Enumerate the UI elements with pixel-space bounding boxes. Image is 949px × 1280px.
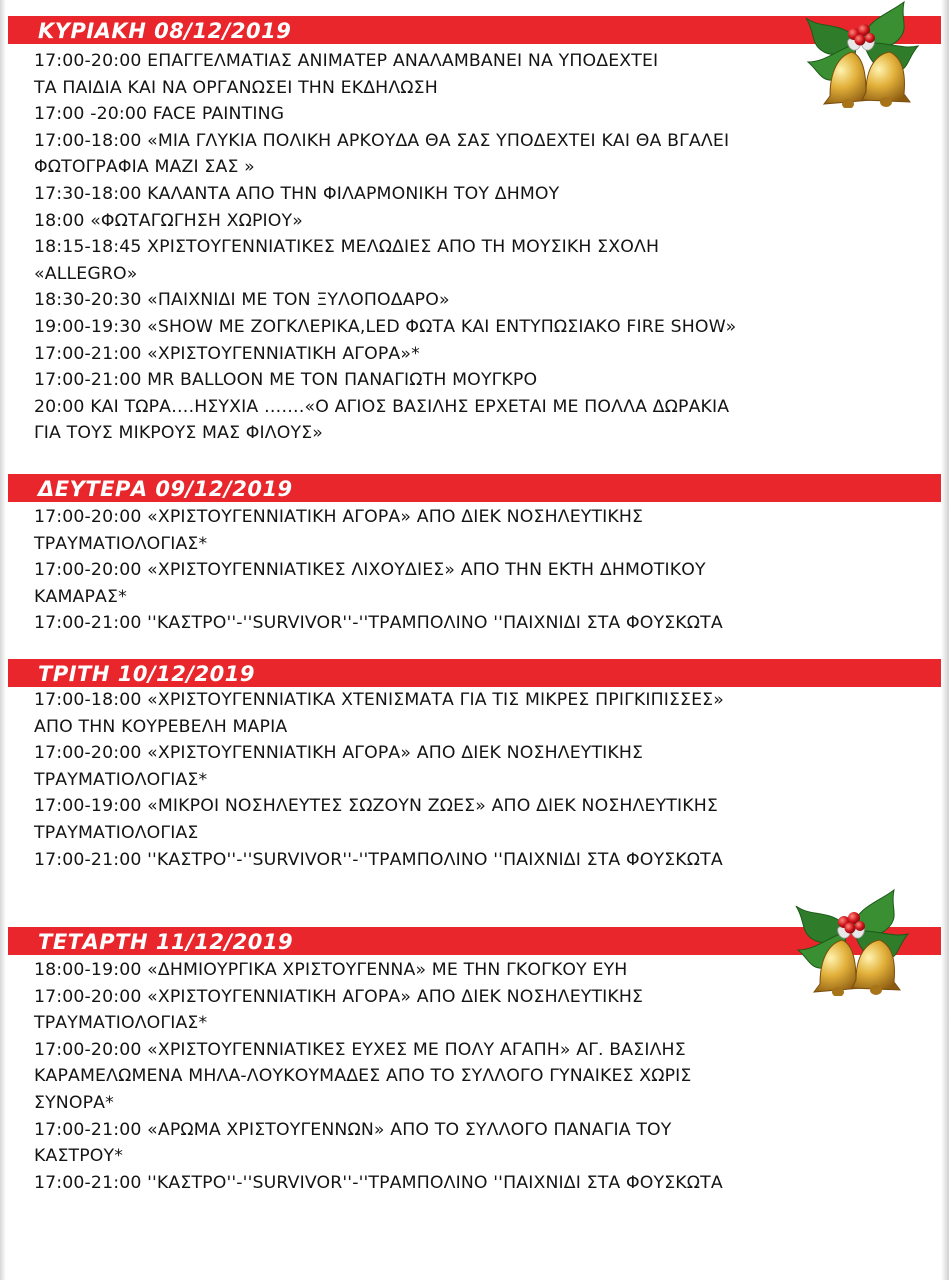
event-line: ΤΡΑΥΜΑΤΙΟΛΟΓΙΑΣ* [34, 1013, 208, 1034]
event-line: 17:00-20:00 «ΧΡΙΣΤΟΥΓΕΝΝΙΑΤΙΚΗ ΑΓΟΡΑ» ΑΠΟ ΔΙΕΚ ΝΟΣΗΛΕΥΤΙΚΗΣ [34, 986, 644, 1007]
event-line: ΓΙΑ ΤΟΥΣ ΜΙΚΡΟΥΣ ΜΑΣ ΦΙΛΟΥΣ» [34, 423, 324, 444]
day-title: ΤΕΤΑΡΤΗ 11/12/2019 [38, 930, 294, 954]
event-list [34, 504, 914, 637]
event-line: ΣΥΝΟΡΑ* [34, 1092, 114, 1113]
event-line: 17:00-21:00 ''ΚΑΣΤΡΟ''-''SURVIVOR''-''ΤΡΑΜΠΟΛΙΝΟ ''ΠΑΙΧΝΙΔΙ ΣΤΑ ΦΟΥΣΚΩΤΑ [34, 613, 723, 634]
day-title: ΚΥΡΙΑΚΗ 08/12/2019 [38, 19, 292, 43]
event-line: 18:15-18:45 ΧΡΙΣΤΟΥΓΕΝΝΙΑΤΙΚΕΣ ΜΕΛΩΔΙΕΣ ΑΠΟ ΤΗ ΜΟΥΣΙΚΗ ΣΧΟΛΗ [34, 237, 660, 258]
event-line: 17:00-20:00 «ΧΡΙΣΤΟΥΓΕΝΝΙΑΤΙΚΗ ΑΓΟΡΑ» ΑΠΟ ΔΙΕΚ ΝΟΣΗΛΕΥΤΙΚΗΣ [34, 743, 644, 764]
event-line: ΦΩΤΟΓΡΑΦΙΑ ΜΑΖΙ ΣΑΣ » [34, 157, 255, 178]
event-line: ΤΡΑΥΜΑΤΙΟΛΟΓΙΑΣ* [34, 769, 208, 790]
event-list [34, 687, 914, 873]
event-line: 17:00-18:00 «ΧΡΙΣΤΟΥΓΕΝΝΙΑΤΙΚΑ ΧΤΕΝΙΣΜΑΤΑ ΓΙΑ ΤΙΣ ΜΙΚΡΕΣ ΠΡΙΓΚΙΠΙΣΣΕΣ» [34, 690, 724, 710]
event-line: 17:00-21:00 «ΧΡΙΣΤΟΥΓΕΝΝΙΑΤΙΚΗ ΑΓΟΡΑ»* [34, 343, 420, 364]
page-edge-left [0, 0, 6, 1280]
event-line: 17:00-21:00 «ΑΡΩΜΑ ΧΡΙΣΤΟΥΓΕΝΝΩΝ» ΑΠΟ ΤΟ ΣΥΛΛΟΓΟ ΠΑΝΑΓΙΑ ΤΟΥ [34, 1119, 672, 1140]
event-line: 17:00-19:00 «ΜΙΚΡΟΙ ΝΟΣΗΛΕΥΤΕΣ ΣΩΖΟΥΝ ΖΩΕΣ» ΑΠΟ ΔΙΕΚ ΝΟΣΗΛΕΥΤΙΚΗΣ [34, 796, 718, 817]
event-line: ΑΠΟ ΤΗΝ ΚΟΥΡΕΒΕΛΗ ΜΑΡΙΑ [34, 716, 288, 737]
event-line: 17:00-21:00 ''ΚΑΣΤΡΟ''-''SURVIVOR''-''ΤΡΑΜΠΟΛΙΝΟ ''ΠΑΙΧΝΙΔΙ ΣΤΑ ΦΟΥΣΚΩΤΑ [34, 1172, 723, 1193]
event-line: 17:30-18:00 ΚΑΛΑΝΤΑ ΑΠΟ ΤΗΝ ΦΙΛΑΡΜΟΝΙΚΗ ΤΟΥ ΔΗΜΟΥ [34, 183, 560, 204]
day-header [8, 659, 941, 687]
event-list [34, 957, 914, 1196]
event-line: 17:00-20:00 «ΧΡΙΣΤΟΥΓΕΝΝΙΑΤΙΚΕΣ ΕΥΧΕΣ ΜΕ ΠΟΛΥ ΑΓΑΠΗ» ΑΓ. ΒΑΣΙΛΗΣ [34, 1039, 686, 1060]
day-header [8, 474, 941, 502]
christmas-bells-icon [790, 888, 910, 996]
event-line: 18:00 «ΦΩΤΑΓΩΓΗΣΗ ΧΩΡΙΟΥ» [34, 210, 303, 231]
event-line: ΚΑΜΑΡΑΣ* [34, 586, 127, 607]
event-list [34, 48, 914, 447]
event-line: «ALLEGRO» [34, 263, 138, 284]
event-line: 17:00 -20:00 FACE PAINTING [34, 104, 285, 125]
event-line: 20:00 ΚΑΙ ΤΩΡΑ….ΗΣΥΧΙΑ …….«Ο ΑΓΙΟΣ ΒΑΣΙΛΗΣ ΕΡΧΕΤΑΙ ΜΕ ΠΟΛΛΑ ΔΩΡΑΚΙΑ [34, 396, 730, 417]
event-line: 18:30-20:30 «ΠΑΙΧΝΙΔΙ ΜΕ ΤΟΝ ΞΥΛΟΠΟΔΑΡΟ» [34, 290, 450, 311]
day-title: ΔΕΥΤΕΡΑ 09/12/2019 [38, 477, 293, 501]
event-line: ΤΑ ΠΑΙΔΙΑ ΚΑΙ ΝΑ ΟΡΓΑΝΩΣΕΙ ΤΗΝ ΕΚΔΗΛΩΣΗ [34, 77, 438, 98]
event-line: ΤΡΑΥΜΑΤΙΟΛΟΓΙΑΣ [34, 822, 199, 843]
christmas-bells-icon [800, 0, 920, 108]
event-line: 17:00-18:00 «ΜΙΑ ΓΛΥΚΙΑ ΠΟΛΙΚΗ ΑΡΚΟΥΔΑ ΘΑ ΣΑΣ ΥΠΟΔΕΧΤΕΙ ΚΑΙ ΘΑ ΒΓΑΛΕΙ [34, 130, 730, 151]
event-line: ΚΑΣΤΡΟΥ* [34, 1146, 124, 1167]
event-line: 17:00-21:00 ''ΚΑΣΤΡΟ''-''SURVIVOR''-''ΤΡΑΜΠΟΛΙΝΟ ''ΠΑΙΧΝΙΔΙ ΣΤΑ ΦΟΥΣΚΩΤΑ [34, 849, 723, 870]
page-edge-right [941, 0, 949, 1280]
event-line: 17:00-20:00 «ΧΡΙΣΤΟΥΓΕΝΝΙΑΤΙΚΕΣ ΛΙΧΟΥΔΙΕΣ» ΑΠΟ ΤΗΝ ΕΚΤΗ ΔΗΜΟΤΙΚΟΥ [34, 560, 706, 581]
event-line: 17:00-20:00 ΕΠΑΓΓΕΛΜΑΤΙΑΣ ΑΝΙΜΑΤΕΡ ΑΝΑΛΑΜΒΑΝΕΙ ΝΑ ΥΠΟΔΕΧΤΕΙ [34, 51, 659, 71]
day-title: ΤΡΙΤΗ 10/12/2019 [38, 662, 255, 686]
event-line: 18:00-19:00 «ΔΗΜΙΟΥΡΓΙΚΑ ΧΡΙΣΤΟΥΓΕΝΝΑ» ΜΕ ΤΗΝ ΓΚΟΓΚΟΥ ΕΥΗ [34, 960, 628, 980]
event-line: ΤΡΑΥΜΑΤΙΟΛΟΓΙΑΣ* [34, 533, 208, 554]
event-line: 17:00-20:00 «ΧΡΙΣΤΟΥΓΕΝΝΙΑΤΙΚΗ ΑΓΟΡΑ» ΑΠΟ ΔΙΕΚ ΝΟΣΗΛΕΥΤΙΚΗΣ [34, 507, 644, 527]
event-line: 19:00-19:30 «SHOW ΜΕ ΖΟΓΚΛΕΡΙΚΑ,LED ΦΩΤΑ ΚΑΙ ΕΝΤΥΠΩΣΙΑΚΟ FIRE SHOW» [34, 316, 737, 337]
event-line: 17:00-21:00 MR BALLOON ΜΕ ΤΟΝ ΠΑΝΑΓΙΩΤΗ ΜΟΥΓΚΡΟ [34, 370, 538, 391]
event-line: ΚΑΡΑΜΕΛΩΜΕΝΑ ΜΗΛΑ-ΛΟΥΚΟΥΜΑΔΕΣ ΑΠΟ ΤΟ ΣΥΛΛΟΓΟ ΓΥΝΑΙΚΕΣ ΧΩΡΙΣ [34, 1066, 692, 1087]
